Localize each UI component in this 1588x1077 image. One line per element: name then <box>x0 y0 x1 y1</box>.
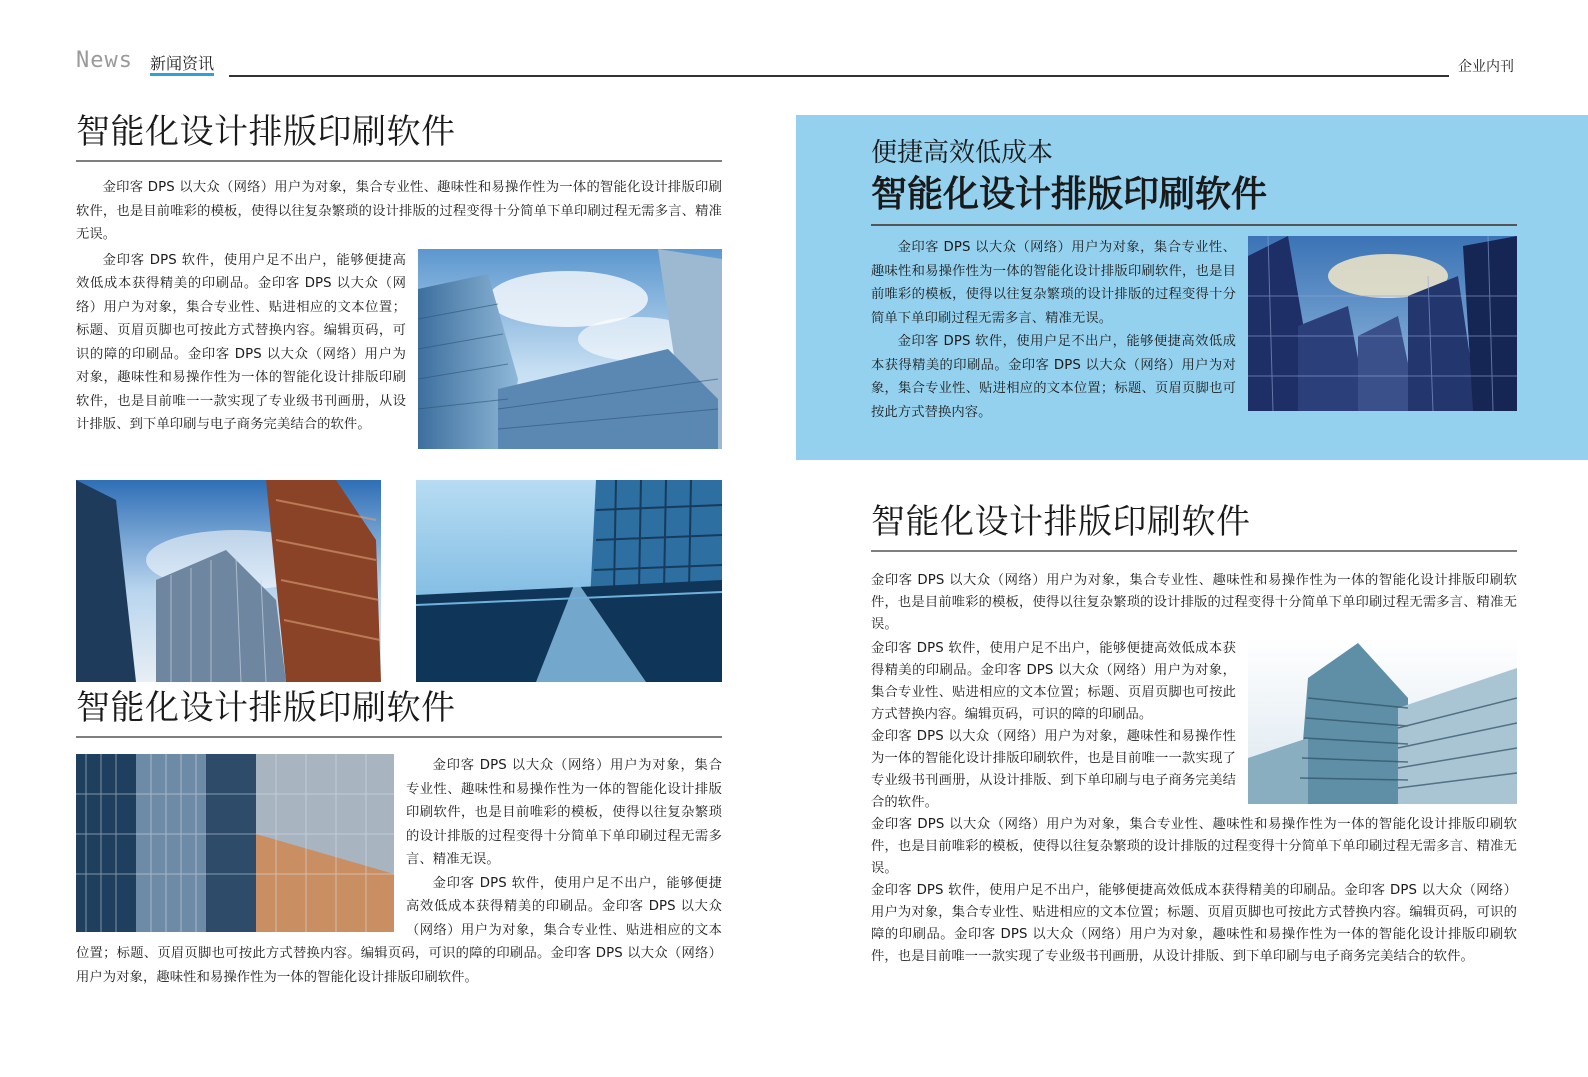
paragraph: 金印客 DPS 以大众（网络）用户为对象，趣味性和易操作性为一体的智能化设计排版印刷软件，也是目前唯一一款实现了专业级书刊画册，从设计排版、到下单印刷与电子商务完美结合的软件。 <box>871 729 1236 810</box>
highlight-title: 智能化设计排版印刷软件 <box>871 174 1268 215</box>
section-title: 智能化设计排版印刷软件 <box>76 112 456 152</box>
building-photo-6 <box>1248 638 1517 804</box>
title-rule <box>871 550 1517 552</box>
header-rule <box>229 75 1449 77</box>
paragraph: 金印客 DPS 软件，使用户足不出户，能够便捷高效低成本获得精美的印刷品。金印客 DPS 以大众（网络）用户为对象，集合专业性、贴进相应的文本位置；标题、页眉页脚也可按此方式替换内容。编辑页码，可识的障的印刷品。 <box>871 641 1236 722</box>
paragraph: 金印客 DPS 软件，使用户足不出户，能够便捷高效低成本获得精美的印刷品。金印客 DPS 以大众（网络）用户为对象，集合专业性、贴进相应的文本位置；标题、页眉页脚也可按此方式替换内容。 <box>871 334 1236 420</box>
news-cn-label: 新闻资讯 <box>150 54 215 73</box>
highlight-content <box>871 136 1517 424</box>
building-photo-3 <box>416 480 722 682</box>
building-photo-1 <box>418 249 722 449</box>
paragraph: 金印客 DPS 软件，使用户足不出户，能够便捷高效低成本获得精美的印刷品。金印客 DPS 以大众（网络）用户为对象，集合专业性、贴进相应的文本位置；标题、页眉页脚也可按此方式替换内容。编辑页码，可识的障的印刷品。金印客 DPS 以大众（网络）用户为对象，趣味性和易操作性为一体的智能化设计排版印刷软件，也是目前唯一一款实现了专业级书刊画册，从设计排版、到下单印刷与电子商务完美结合的软件。 <box>871 883 1517 964</box>
paragraph: 金印客 DPS 软件，使用户足不出户，能够便捷高效低成本获得精美的印刷品。金印客 DPS 以大众（网络）用户为对象，集合专业性、贴进相应的文本位置；标题、页眉页脚也可按此方式替换内容。编辑页码，可识的障的印刷品。金印客 DPS 以大众（网络）用户为对象，趣味性和易操作性为一体的智能化设计排版印刷软件。 <box>76 875 722 985</box>
paragraph: 金印客 DPS 以大众（网络）用户为对象，集合专业性、趣味性和易操作性为一体的智能化设计排版印刷软件，也是目前唯彩的模板，使得以往复杂繁琐的设计排版的过程变得十分简单下单印刷过程无需多言、精准无误。 <box>871 573 1517 632</box>
paragraph: 金印客 DPS 以大众（网络）用户为对象，集合专业性、趣味性和易操作性为一体的智能化设计排版印刷软件，也是目前唯彩的模板，使得以往复杂繁琐的设计排版的过程变得十分简单下单印刷过程无需多言、精准无误。 <box>406 758 722 867</box>
paragraph: 金印客 DPS 以大众（网络）用户为对象，集合专业性、趣味性和易操作性为一体的智能化设计排版印刷软件，也是目前唯彩的模板，使得以往复杂繁琐的设计排版的过程变得十分简单下单印刷过程无需多言、精准无误。 <box>76 180 722 242</box>
title-rule <box>76 736 722 738</box>
news-accent-underline <box>150 73 214 76</box>
right-section-3 <box>871 502 1517 968</box>
section-title: 智能化设计排版印刷软件 <box>76 688 456 728</box>
building-photo-4 <box>76 754 394 932</box>
title-rule <box>76 160 722 162</box>
section-title: 智能化设计排版印刷软件 <box>871 502 1251 542</box>
title-rule <box>871 224 1517 226</box>
left-section-1 <box>76 112 722 455</box>
page-header <box>0 0 1588 90</box>
left-section-2 <box>76 688 722 989</box>
news-label: News <box>76 48 133 73</box>
paragraph: 金印客 DPS 以大众（网络）用户为对象，集合专业性、趣味性和易操作性为一体的智能化设计排版印刷软件，也是目前唯彩的模板，使得以往复杂繁琐的设计排版的过程变得十分简单下单印刷过程无需多言、精准无误。 <box>871 240 1236 326</box>
building-photo-2 <box>76 480 381 682</box>
highlight-subtitle: 便捷高效低成本 <box>871 138 1054 168</box>
paragraph: 金印客 DPS 软件，使用户足不出户，能够便捷高效低成本获得精美的印刷品。金印客 DPS 以大众（网络）用户为对象，集合专业性、贴进相应的文本位置；标题、页眉页脚也可按此方式替换内容。编辑页码，可识的障的印刷品。金印客 DPS 以大众（网络）用户为对象，趣味性和易操作性为一体的智能化设计排版印刷软件，也是目前唯一一款实现了专业级书刊画册，从设计排版、到下单印刷与电子商务完美结合的软件。 <box>76 252 406 432</box>
paragraph: 金印客 DPS 以大众（网络）用户为对象，集合专业性、趣味性和易操作性为一体的智能化设计排版印刷软件，也是目前唯彩的模板，使得以往复杂繁琐的设计排版的过程变得十分简单下单印刷过程无需多言、精准无误。 <box>871 817 1517 876</box>
building-photo-5 <box>1248 236 1517 411</box>
publication-label: 企业内刊 <box>1458 59 1514 75</box>
